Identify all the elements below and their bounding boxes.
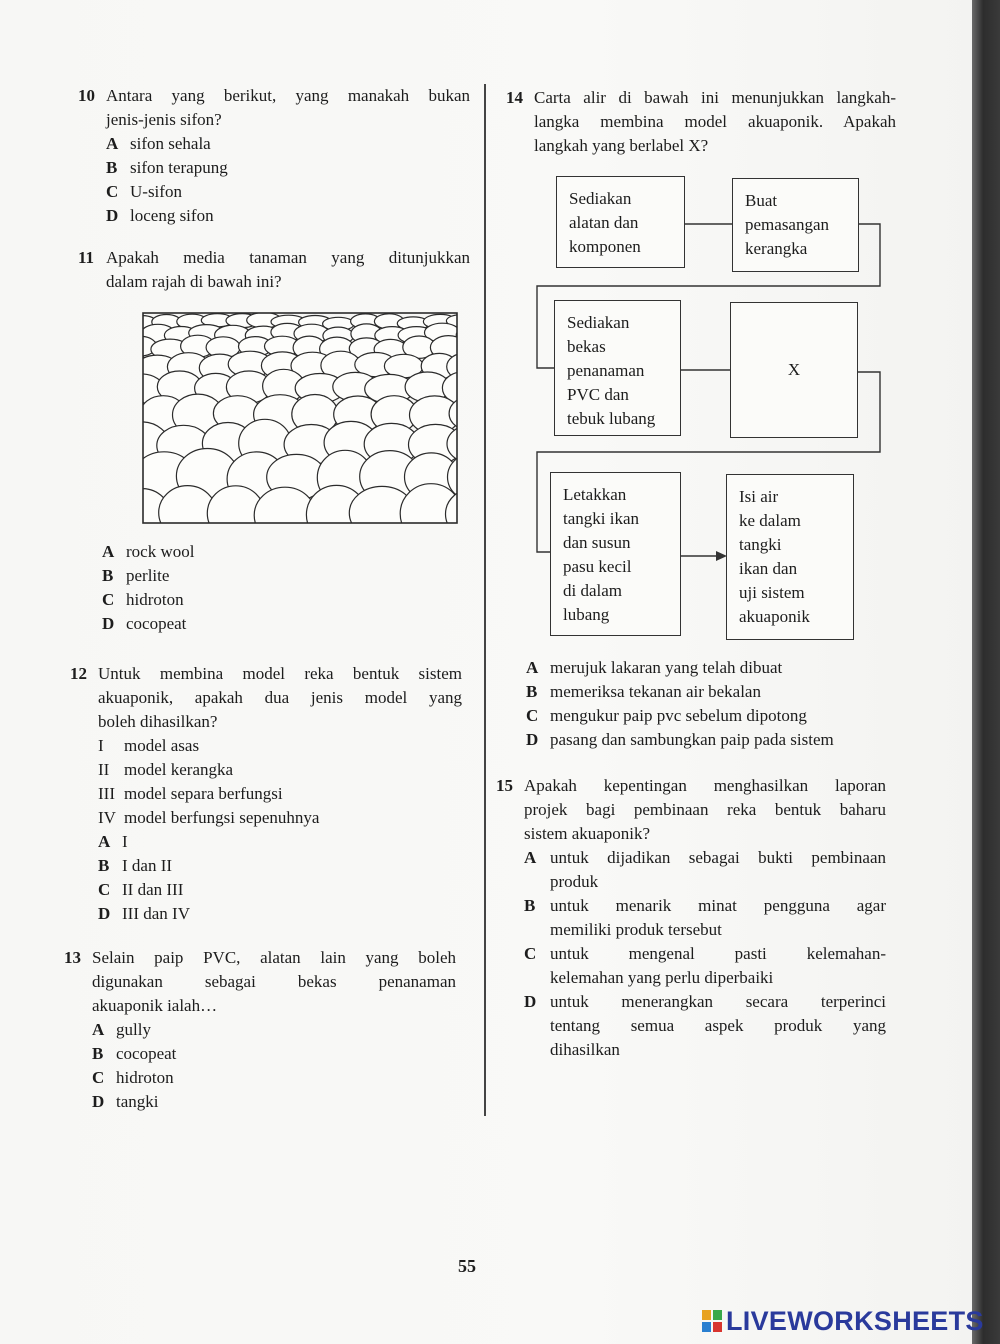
question-number: 12 <box>70 664 87 683</box>
flowchart-step-1: Sediakan alatan dan komponen <box>556 176 685 268</box>
liveworksheets-icon <box>702 1310 722 1332</box>
options <box>524 846 886 1062</box>
question-15 <box>496 774 886 1062</box>
option-b[interactable]: B cocopeat <box>92 1044 177 1063</box>
question-number: 10 <box>78 86 95 105</box>
flowchart-step-3: Sediakan bekas penanaman PVC dan tebuk lubang <box>554 300 681 436</box>
question-text: Antara yang berikut, yang manakah bukan jenis-jenis sifon? <box>106 86 470 129</box>
flowchart-step-x: X <box>730 302 858 438</box>
page-number: 55 <box>458 1256 476 1276</box>
option-d[interactable]: D untuk menerangkan secara terperinci tentang semua aspek produk yang dihasilkan <box>524 992 886 1059</box>
question-14-options <box>526 656 896 752</box>
brand-text: LIVEWORKSHEETS <box>726 1305 984 1336</box>
option-b[interactable]: B untuk menarik minat pengguna agar memiliki produk tersebut <box>524 896 886 939</box>
option-b[interactable]: B memeriksa tekanan air bekalan <box>526 682 761 701</box>
question-number: 11 <box>78 248 95 267</box>
question-text: Untuk membina model reka bentuk sistem akuaponik, apakah dua jenis model yang boleh dihasilkan? <box>98 664 462 731</box>
question-text: Carta alir di bawah ini menunjukkan langkah- langka membina model akuaponik. Apakah langkah yang berlabel X? <box>534 88 896 155</box>
option-c[interactable]: C II dan III <box>98 880 184 899</box>
liveworksheets-logo[interactable] <box>702 1306 984 1336</box>
option-a[interactable]: A rock wool <box>102 542 195 561</box>
question-text: Apakah media tanaman yang ditunjukkan dalam rajah di bawah ini? <box>106 248 470 291</box>
option-a[interactable]: A merujuk lakaran yang telah dibuat <box>526 658 783 677</box>
statement-ii: II model kerangka <box>98 760 234 779</box>
option-d[interactable]: D pasang dan sambungkan paip pada sistem <box>526 730 834 749</box>
option-b[interactable]: B sifon terapung <box>106 158 228 177</box>
statement-iv: IV model berfungsi sepenuhnya <box>98 808 320 827</box>
option-b[interactable]: B I dan II <box>98 856 173 875</box>
option-d[interactable]: D loceng sifon <box>106 206 214 225</box>
option-a[interactable]: A gully <box>92 1020 151 1039</box>
option-c[interactable]: C mengukur paip pvc sebelum dipotong <box>526 706 807 725</box>
option-a[interactable]: A untuk dijadikan sebagai bukti pembinaan produk <box>524 848 886 891</box>
option-c[interactable]: C hidroton <box>102 590 184 609</box>
option-d[interactable]: D III dan IV <box>98 904 190 923</box>
option-b[interactable]: B perlite <box>102 566 170 585</box>
statement-i: I model asas <box>98 736 200 755</box>
flowchart-step-5: Letakkan tangki ikan dan susun pasu kecil di dalam lubang <box>550 472 681 636</box>
option-a[interactable]: A I <box>98 832 128 851</box>
question-number: 15 <box>496 776 513 795</box>
option-c[interactable]: C U-sifon <box>106 182 182 201</box>
statement-iii: III model separa berfungsi <box>98 784 283 803</box>
flowchart-step-2: Buat pemasangan kerangka <box>732 178 859 272</box>
option-c[interactable]: C hidroton <box>92 1068 174 1087</box>
option-d[interactable]: D cocopeat <box>102 614 187 633</box>
question-number: 14 <box>506 88 523 107</box>
question-text: Apakah kepentingan menghasilkan laporan projek bagi pembinaan reka bentuk baharu sistem akuaponik? <box>524 776 886 843</box>
question-text: Selain paip PVC, alatan lain yang boleh digunakan sebagai bekas penanaman akuaponik ialah… <box>92 948 456 1015</box>
option-a[interactable]: A sifon sehala <box>106 134 211 153</box>
question-number: 13 <box>64 948 81 967</box>
flowchart-step-6: Isi air ke dalam tangki ikan dan uji sistem akuaponik <box>726 474 854 640</box>
option-c[interactable]: C untuk mengenal pasti kelemahan- kelemahan yang perlu diperbaiki <box>524 944 886 987</box>
option-d[interactable]: D tangki <box>92 1092 159 1111</box>
